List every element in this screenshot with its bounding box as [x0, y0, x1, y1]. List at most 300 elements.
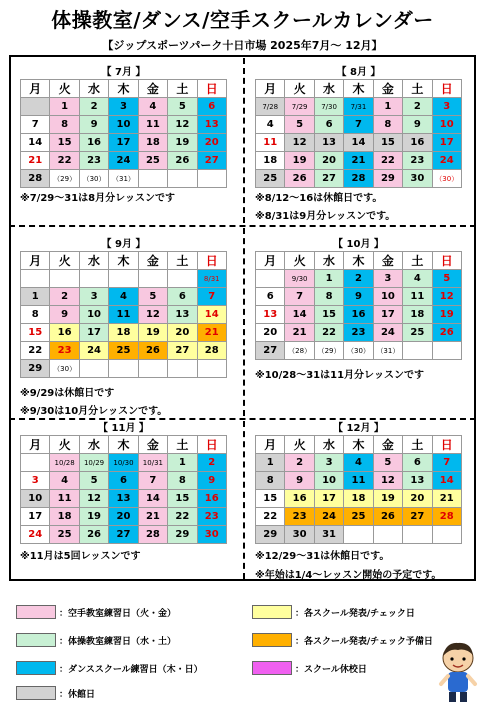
week-row	[21, 472, 227, 490]
day-cell: 21	[285, 324, 314, 342]
day-cell: 7/30	[314, 98, 343, 116]
day-cell: 20	[314, 152, 343, 170]
legend-karate	[16, 605, 176, 619]
day-cell: 10	[373, 288, 402, 306]
day-cell: 15	[256, 490, 285, 508]
day-cell: 21	[344, 152, 373, 170]
note-october: ※10/28～31は11月分レッスンです	[255, 370, 424, 381]
day-cell: 17	[373, 306, 402, 324]
day-cell: 14	[138, 490, 167, 508]
day-cell: 14	[344, 134, 373, 152]
day-cell	[168, 360, 197, 378]
day-cell: 23	[403, 152, 432, 170]
day-cell: 23	[285, 508, 314, 526]
day-cell: 4	[138, 98, 167, 116]
month-grid	[255, 251, 462, 360]
weekday-header: 日	[197, 252, 226, 270]
day-cell: 19	[432, 306, 461, 324]
week-row	[21, 508, 227, 526]
day-cell: 21	[138, 508, 167, 526]
week-row	[21, 342, 227, 360]
month-grid	[255, 435, 462, 544]
day-cell: 28	[344, 170, 373, 188]
legend-label-check-day: ：各スクール発表/チェック日	[295, 608, 415, 619]
note-december-1: ※12/29～31は休館日です。	[255, 551, 390, 562]
week-row	[256, 270, 462, 288]
calendar-july	[20, 66, 227, 188]
day-cell: 7	[344, 116, 373, 134]
day-cell: 26	[138, 342, 167, 360]
weekday-header: 木	[109, 436, 138, 454]
day-cell: （28）	[285, 342, 314, 360]
day-cell: 13	[168, 306, 197, 324]
day-cell: 24	[432, 152, 461, 170]
week-row	[21, 324, 227, 342]
day-cell: 25	[344, 508, 373, 526]
weekday-header: 火	[285, 80, 314, 98]
week-row	[256, 288, 462, 306]
day-cell: 25	[403, 324, 432, 342]
legend-swatch-orange	[252, 633, 292, 647]
day-cell: （30）	[79, 170, 108, 188]
legend-gymnastics	[16, 633, 176, 647]
day-cell: 23	[50, 342, 79, 360]
day-cell	[138, 270, 167, 288]
note-august-1: ※8/12～16は休館日です。	[255, 193, 383, 204]
day-cell: 30	[285, 526, 314, 544]
day-cell: 6	[197, 98, 226, 116]
day-cell: 3	[373, 270, 402, 288]
day-cell: 24	[314, 508, 343, 526]
weekday-header: 金	[373, 436, 402, 454]
day-cell: 4	[109, 288, 138, 306]
legend-label-check-reserve: ：各スクール発表/チェック予備日	[295, 636, 433, 647]
day-cell: 22	[314, 324, 343, 342]
weekday-header: 土	[403, 80, 432, 98]
day-cell: 11	[109, 306, 138, 324]
day-cell: 7	[21, 116, 50, 134]
day-cell: 23	[79, 152, 108, 170]
day-cell: 8/31	[197, 270, 226, 288]
month-title: 【 9月 】	[101, 239, 146, 250]
day-cell: 3	[109, 98, 138, 116]
note-november: ※11月は5回レッスンです	[20, 551, 141, 562]
calendar-december	[255, 422, 462, 544]
legend-school-off	[252, 661, 367, 675]
day-cell: 7/29	[285, 98, 314, 116]
weekday-header: 火	[285, 436, 314, 454]
day-cell: 12	[373, 472, 402, 490]
day-cell: 30	[403, 170, 432, 188]
day-cell: 6	[168, 288, 197, 306]
weekday-header: 水	[314, 80, 343, 98]
legend-label-dance: ：ダンススクール練習日（木・日）	[59, 664, 203, 675]
weekday-header: 月	[21, 436, 50, 454]
day-cell: 6	[314, 116, 343, 134]
row-divider-2	[9, 418, 476, 420]
month-title: 【 7月 】	[101, 67, 146, 78]
day-cell: 1	[373, 98, 402, 116]
weekday-header: 金	[373, 80, 402, 98]
week-row	[256, 454, 462, 472]
day-cell: 20	[403, 490, 432, 508]
week-row	[256, 508, 462, 526]
weekday-header: 日	[197, 80, 226, 98]
day-cell: 11	[138, 116, 167, 134]
day-cell: 14	[21, 134, 50, 152]
month-grid	[20, 79, 227, 188]
day-cell: 16	[50, 324, 79, 342]
day-cell: 8	[256, 472, 285, 490]
weekday-header: 日	[197, 436, 226, 454]
day-cell: 4	[50, 472, 79, 490]
day-cell: 8	[373, 116, 402, 134]
day-cell: （30）	[50, 360, 79, 378]
day-cell: 23	[344, 324, 373, 342]
day-cell: 13	[109, 490, 138, 508]
day-cell: 29	[21, 360, 50, 378]
day-cell: （30）	[432, 170, 461, 188]
day-cell: 3	[314, 454, 343, 472]
day-cell: 17	[432, 134, 461, 152]
day-cell	[21, 98, 50, 116]
weekday-header: 火	[50, 436, 79, 454]
day-cell	[21, 454, 50, 472]
day-cell: 5	[285, 116, 314, 134]
week-row	[256, 98, 462, 116]
weekday-header: 火	[285, 252, 314, 270]
day-cell: 16	[79, 134, 108, 152]
week-row	[256, 134, 462, 152]
day-cell: 1	[168, 454, 197, 472]
day-cell: 29	[168, 526, 197, 544]
week-row	[21, 526, 227, 544]
day-cell: 5	[373, 454, 402, 472]
day-cell: 11	[344, 472, 373, 490]
day-cell: 9	[285, 472, 314, 490]
day-cell: 28	[138, 526, 167, 544]
day-cell: 19	[168, 134, 197, 152]
legend-swatch-yellow	[252, 605, 292, 619]
day-cell	[256, 270, 285, 288]
weekday-header: 水	[79, 80, 108, 98]
day-cell: 17	[109, 134, 138, 152]
month-grid	[20, 251, 227, 378]
day-cell: 8	[314, 288, 343, 306]
day-cell	[79, 360, 108, 378]
day-cell: 25	[138, 152, 167, 170]
weekday-header: 火	[50, 80, 79, 98]
weekday-header: 水	[314, 252, 343, 270]
week-row	[256, 490, 462, 508]
day-cell: 14	[432, 472, 461, 490]
day-cell: 13	[197, 116, 226, 134]
day-cell: 5	[432, 270, 461, 288]
day-cell: 23	[197, 508, 226, 526]
day-cell: 15	[50, 134, 79, 152]
day-cell: 6	[403, 454, 432, 472]
day-cell	[432, 342, 461, 360]
weekday-header: 土	[403, 436, 432, 454]
week-row	[256, 152, 462, 170]
day-cell: 27	[109, 526, 138, 544]
weekday-header: 火	[50, 252, 79, 270]
weekday-header: 土	[168, 80, 197, 98]
day-cell: 11	[50, 490, 79, 508]
day-cell: 26	[373, 508, 402, 526]
day-cell: 5	[79, 472, 108, 490]
day-cell: （31）	[109, 170, 138, 188]
weekday-header: 月	[21, 80, 50, 98]
week-row	[21, 306, 227, 324]
note-july: ※7/29～31は8月分レッスンです	[20, 193, 176, 204]
day-cell: 22	[168, 508, 197, 526]
day-cell: 7	[285, 288, 314, 306]
day-cell: 25	[256, 170, 285, 188]
month-title: 【 12月 】	[333, 423, 384, 434]
day-cell: 9/30	[285, 270, 314, 288]
day-cell: 24	[109, 152, 138, 170]
weekday-header: 金	[373, 252, 402, 270]
day-cell: 24	[79, 342, 108, 360]
col-divider-1	[243, 58, 245, 223]
day-cell: 27	[168, 342, 197, 360]
weekday-header: 金	[138, 252, 167, 270]
day-cell	[50, 270, 79, 288]
weekday-header: 金	[138, 80, 167, 98]
weekday-header: 木	[109, 80, 138, 98]
day-cell: 13	[314, 134, 343, 152]
note-september-2: ※9/30は10月分レッスンです。	[20, 406, 168, 417]
month-grid	[255, 79, 462, 188]
day-cell	[403, 342, 432, 360]
day-cell: 7	[138, 472, 167, 490]
day-cell: 13	[256, 306, 285, 324]
day-cell: 16	[403, 134, 432, 152]
day-cell: 9	[79, 116, 108, 134]
week-row	[21, 288, 227, 306]
day-cell: 3	[79, 288, 108, 306]
day-cell: 10/30	[109, 454, 138, 472]
day-cell: 18	[256, 152, 285, 170]
month-grid	[20, 435, 227, 544]
day-cell: 2	[403, 98, 432, 116]
page-subtitle: 【ジップスポーツパーク十日市場 2025年7月～ 12月】	[102, 39, 383, 52]
month-title: 【 11月 】	[98, 423, 149, 434]
day-cell	[403, 526, 432, 544]
day-cell: 4	[403, 270, 432, 288]
weekday-header: 水	[79, 252, 108, 270]
day-cell: 7/28	[256, 98, 285, 116]
day-cell: 24	[373, 324, 402, 342]
day-cell: 18	[344, 490, 373, 508]
week-row	[21, 152, 227, 170]
day-cell: 24	[21, 526, 50, 544]
day-cell: 25	[109, 342, 138, 360]
day-cell: 8	[21, 306, 50, 324]
day-cell: 29	[373, 170, 402, 188]
week-row	[256, 324, 462, 342]
day-cell: 10/29	[79, 454, 108, 472]
legend-label-school-off: ：スクール休校日	[295, 664, 367, 675]
day-cell: 27	[403, 508, 432, 526]
weekday-header: 月	[256, 80, 285, 98]
weekday-header: 木	[344, 252, 373, 270]
day-cell: 26	[168, 152, 197, 170]
day-cell: 28	[197, 342, 226, 360]
day-cell: 17	[21, 508, 50, 526]
day-cell: 3	[432, 98, 461, 116]
day-cell: 10	[79, 306, 108, 324]
day-cell	[432, 526, 461, 544]
day-cell	[197, 360, 226, 378]
day-cell: 13	[403, 472, 432, 490]
day-cell: 2	[344, 270, 373, 288]
day-cell: 22	[256, 508, 285, 526]
day-cell: 2	[50, 288, 79, 306]
day-cell: 22	[373, 152, 402, 170]
day-cell: 21	[432, 490, 461, 508]
day-cell: （29）	[50, 170, 79, 188]
day-cell: 18	[109, 324, 138, 342]
weekday-header: 土	[403, 252, 432, 270]
day-cell: 9	[50, 306, 79, 324]
day-cell: （31）	[373, 342, 402, 360]
day-cell: 10	[432, 116, 461, 134]
day-cell: 26	[285, 170, 314, 188]
day-cell	[138, 170, 167, 188]
day-cell: 12	[285, 134, 314, 152]
week-row	[21, 270, 227, 288]
weekday-header: 水	[79, 436, 108, 454]
day-cell: 5	[168, 98, 197, 116]
day-cell: 3	[21, 472, 50, 490]
day-cell: 10	[314, 472, 343, 490]
day-cell: 7/31	[344, 98, 373, 116]
day-cell: 7	[197, 288, 226, 306]
day-cell	[138, 360, 167, 378]
weekday-header: 日	[432, 252, 461, 270]
day-cell: 10	[109, 116, 138, 134]
day-cell: 27	[256, 342, 285, 360]
week-row	[21, 490, 227, 508]
day-cell: 26	[432, 324, 461, 342]
day-cell: 27	[314, 170, 343, 188]
week-row	[21, 360, 227, 378]
day-cell: 4	[344, 454, 373, 472]
day-cell: 14	[285, 306, 314, 324]
day-cell: 12	[432, 288, 461, 306]
day-cell: 21	[21, 152, 50, 170]
day-cell: 4	[256, 116, 285, 134]
day-cell: 15	[314, 306, 343, 324]
week-row	[256, 170, 462, 188]
day-cell: 9	[344, 288, 373, 306]
day-cell: 1	[50, 98, 79, 116]
day-cell: （29）	[314, 342, 343, 360]
day-cell: 28	[432, 508, 461, 526]
weekday-header: 水	[314, 436, 343, 454]
day-cell: 22	[21, 342, 50, 360]
week-row	[256, 526, 462, 544]
day-cell: 11	[256, 134, 285, 152]
day-cell: 1	[256, 454, 285, 472]
day-cell: 20	[256, 324, 285, 342]
day-cell: 9	[197, 472, 226, 490]
day-cell: 16	[344, 306, 373, 324]
week-row	[21, 98, 227, 116]
day-cell	[21, 270, 50, 288]
weekday-header: 日	[432, 80, 461, 98]
day-cell: 27	[197, 152, 226, 170]
weekday-header: 土	[168, 252, 197, 270]
legend-check-day	[252, 605, 415, 619]
day-cell: 12	[138, 306, 167, 324]
weekday-header: 日	[432, 436, 461, 454]
col-divider-2	[243, 228, 245, 416]
week-row	[256, 472, 462, 490]
day-cell	[168, 270, 197, 288]
day-cell: 20	[197, 134, 226, 152]
day-cell: （30）	[344, 342, 373, 360]
legend-label-closed: ：休館日	[59, 689, 96, 700]
week-row	[21, 170, 227, 188]
day-cell: 28	[21, 170, 50, 188]
day-cell: 15	[373, 134, 402, 152]
col-divider-3	[243, 421, 245, 579]
month-title: 【 10月 】	[333, 239, 384, 250]
day-cell: 10/28	[50, 454, 79, 472]
weekday-header: 土	[168, 436, 197, 454]
day-cell: 18	[403, 306, 432, 324]
day-cell: 14	[197, 306, 226, 324]
day-cell: 11	[403, 288, 432, 306]
day-cell: 20	[109, 508, 138, 526]
weekday-header: 木	[344, 436, 373, 454]
day-cell: 19	[79, 508, 108, 526]
weekday-header: 月	[256, 436, 285, 454]
day-cell: 21	[197, 324, 226, 342]
day-cell: 1	[21, 288, 50, 306]
day-cell	[373, 526, 402, 544]
day-cell: 17	[314, 490, 343, 508]
day-cell	[197, 170, 226, 188]
legend-label-gymnastics: ：体操教室練習日（水・土）	[59, 636, 177, 647]
day-cell	[79, 270, 108, 288]
legend-check-reserve	[252, 633, 433, 647]
day-cell: 1	[314, 270, 343, 288]
day-cell: 6	[256, 288, 285, 306]
day-cell: 15	[21, 324, 50, 342]
legend-dance	[16, 661, 203, 675]
legend-swatch-blue	[16, 661, 56, 675]
day-cell: 2	[285, 454, 314, 472]
calendar-october	[255, 238, 462, 360]
legend-swatch-magenta	[252, 661, 292, 675]
day-cell: 8	[50, 116, 79, 134]
day-cell	[109, 360, 138, 378]
weekday-header: 金	[138, 436, 167, 454]
cartoon-boy-icon	[438, 640, 478, 704]
legend-swatch-pink	[16, 605, 56, 619]
day-cell	[168, 170, 197, 188]
week-row	[256, 116, 462, 134]
day-cell	[109, 270, 138, 288]
legend-swatch-green	[16, 633, 56, 647]
week-row	[256, 342, 462, 360]
week-row	[21, 454, 227, 472]
day-cell: 17	[79, 324, 108, 342]
